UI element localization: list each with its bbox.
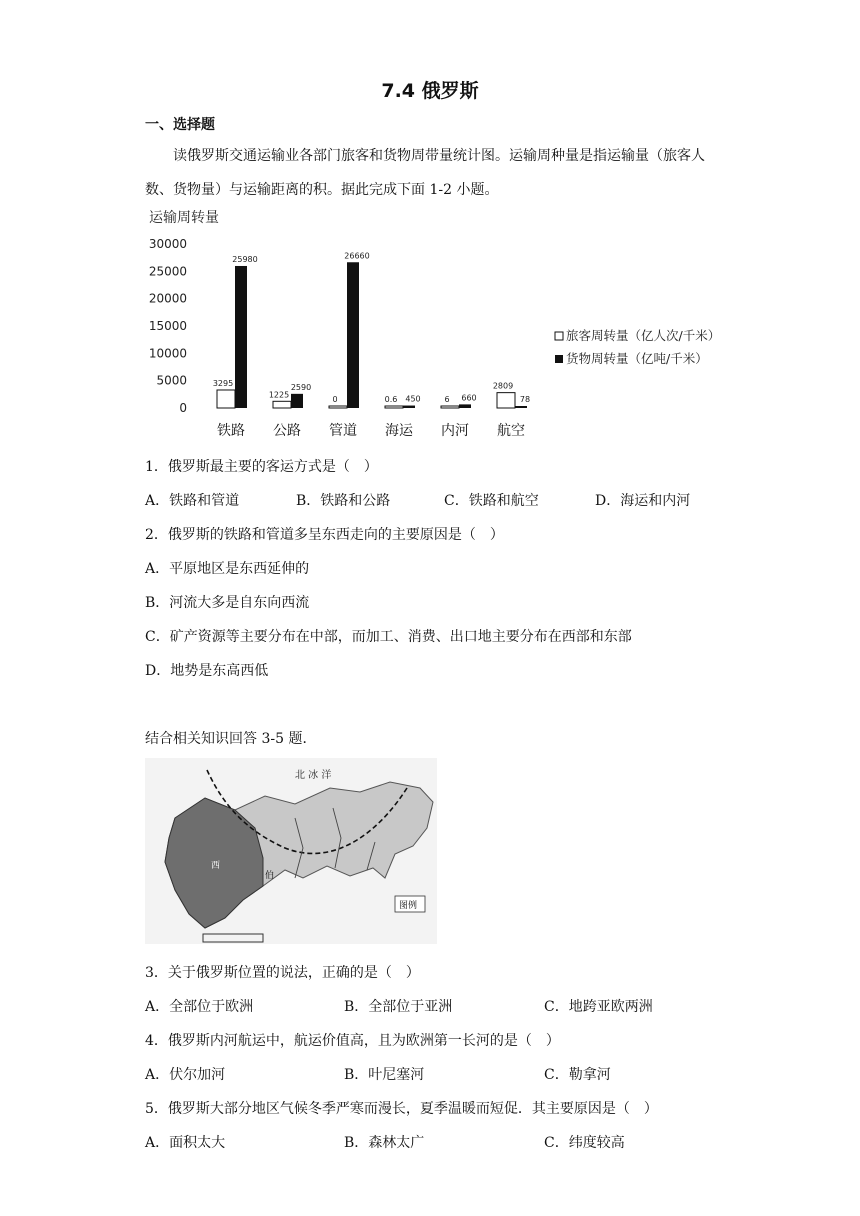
region-label-2: 伯 (265, 871, 275, 881)
label-freight-0: 25980 (232, 254, 258, 264)
label-passenger-0: 3295 (212, 378, 234, 388)
region-label: 西 (211, 861, 221, 871)
y-tick-label: 5000 (156, 373, 187, 388)
q2-option-c[interactable]: C．矿产资源等主要分布在中部，而加工、消费、出口地主要分布在西部和东部 (145, 629, 632, 645)
question-1-stem: 1．俄罗斯最主要的客运方式是（ ） (145, 459, 378, 475)
bar-freight-5 (515, 406, 527, 408)
q2-option-a[interactable]: A．平原地区是东西延伸的 (145, 561, 310, 577)
q1-option-b[interactable]: B．铁路和公路 (296, 493, 391, 509)
q3-option-c[interactable]: C．地跨亚欧两洲 (544, 999, 653, 1015)
ocean-label: 北 冰 洋 (295, 770, 332, 781)
y-axis-ticks (149, 237, 187, 415)
y-tick-label: 15000 (148, 319, 187, 333)
section-heading: 一、选择题 (145, 117, 215, 133)
x-axis-labels (217, 422, 525, 439)
q3-option-b[interactable]: B．全部位于亚洲 (344, 999, 453, 1015)
bar-freight-0 (235, 266, 247, 408)
q4-option-b[interactable]: B．叶尼塞河 (344, 1067, 425, 1083)
question-3-stem: 3．关于俄罗斯位置的说法，正确的是（ ） (145, 965, 420, 981)
bar-passenger-4 (441, 406, 459, 408)
bar-group (213, 251, 530, 408)
y-tick-label: 20000 (148, 291, 187, 306)
x-category-3: 海运 (385, 423, 413, 439)
bar-freight-3 (403, 406, 415, 408)
y-tick-label: 10000 (148, 346, 187, 361)
bar-passenger-1 (273, 401, 291, 408)
q5-option-b[interactable]: B．森林太广 (344, 1135, 425, 1151)
chart-title: 运输周转量 (149, 210, 219, 226)
label-passenger-2: 0 (332, 395, 338, 404)
q4-option-a[interactable]: A．伏尔加河 (145, 1067, 226, 1083)
q1-option-a[interactable]: A．铁路和管道 (145, 493, 240, 509)
x-category-0: 铁路 (217, 423, 245, 439)
y-tick-label: 25000 (148, 264, 187, 279)
label-freight-4: 660 (461, 393, 477, 403)
question-4-stem: 4．俄罗斯内河航运中，航运价值高，且为欧洲第一长河的是（ ） (145, 1033, 560, 1049)
label-passenger-3: 0.6 (384, 395, 398, 404)
x-category-4: 内河 (441, 423, 469, 439)
label-freight-5: 78 (519, 395, 531, 404)
label-freight-3: 450 (405, 394, 421, 404)
label-freight-1: 2590 (290, 382, 312, 392)
transport-turnover-chart (145, 206, 765, 446)
bar-freight-4 (459, 404, 471, 408)
chart-legend (555, 328, 720, 366)
q1-option-c[interactable]: C．铁路和航空 (444, 493, 539, 509)
q2-option-d[interactable]: D．地势是东高西低 (145, 663, 269, 679)
label-freight-2: 26660 (344, 251, 370, 261)
y-tick-label: 30000 (148, 237, 187, 251)
bar-passenger-2 (329, 406, 347, 408)
q5-option-c[interactable]: C．纬度较高 (544, 1135, 625, 1151)
legend-freight: 货物周转量（亿吨/千米） (566, 351, 708, 366)
bar-passenger-5 (497, 393, 515, 408)
label-passenger-5: 2809 (492, 381, 514, 391)
question-5-stem: 5．俄罗斯大部分地区气候冬季严寒而漫长，夏季温暖而短促．其主要原因是（ ） (145, 1101, 658, 1117)
question-2-stem: 2．俄罗斯的铁路和管道多呈东西走向的主要原因是（ ） (145, 527, 504, 543)
label-passenger-1: 1225 (268, 390, 290, 400)
bar-passenger-0 (217, 390, 235, 408)
q5-option-a[interactable]: A．面积太大 (145, 1135, 226, 1151)
page-title: 7.4 俄罗斯 (381, 80, 479, 102)
legend-passenger: 旅客周转量（亿人次/千米） (566, 328, 721, 343)
legend-swatch-passenger (555, 332, 563, 340)
x-category-1: 公路 (273, 423, 301, 439)
y-tick-label: 0 (179, 401, 187, 415)
label-passenger-4: 6 (444, 395, 450, 404)
q3-option-a[interactable]: A．全部位于欧洲 (145, 999, 254, 1015)
bar-freight-1 (291, 394, 303, 408)
x-category-5: 航空 (497, 423, 525, 439)
group-intro: 结合相关知识回答 3-5 题． (145, 731, 317, 747)
q4-option-c[interactable]: C．勒拿河 (544, 1067, 611, 1083)
map-legend-label: 图例 (399, 901, 418, 911)
x-category-2: 管道 (329, 423, 357, 439)
q1-option-d[interactable]: D．海运和内河 (595, 493, 691, 509)
legend-swatch-freight (555, 355, 563, 363)
bar-passenger-3 (385, 406, 403, 408)
bar-freight-2 (347, 262, 359, 408)
q2-option-b[interactable]: B．河流大多是自东向西流 (145, 595, 310, 611)
intro-paragraph: 读俄罗斯交通运输业各部门旅客和货物周带量统计图。运输周种量是指运输量（旅客人数、货物量）与运输距离的积。据此完成下面 1-2 小题。 (145, 148, 705, 198)
russia-map (145, 758, 437, 944)
